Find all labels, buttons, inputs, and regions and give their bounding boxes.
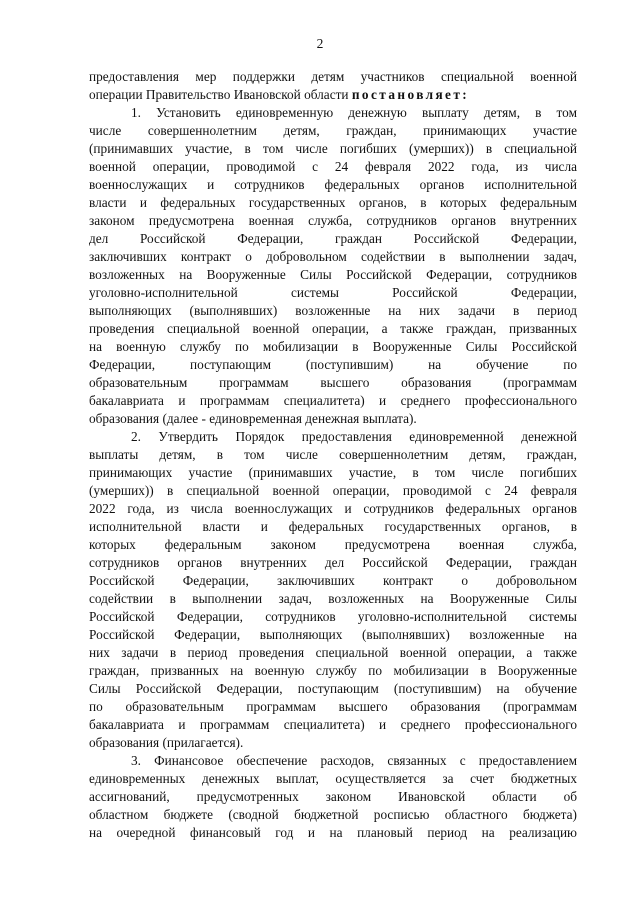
text-line: областном бюджете (сводной бюджетной росписью областного бюджета)	[89, 807, 577, 822]
text-line: содействии в выполнении задач, возложенных на Вооруженные Силы	[89, 591, 577, 606]
text-line-part: операции Правительство Ивановской области	[89, 87, 349, 102]
text-line: возложенных на Вооруженные Силы Российской Федерации, сотрудников	[89, 267, 577, 282]
text-line: исполнительной власти и федеральных государственных органов, в	[89, 519, 577, 534]
text-line: по образовательным программам высшего образования (программам	[89, 699, 577, 714]
paragraph-1-start: 1. Установить единовременную денежную выплату детям, в том	[131, 105, 577, 120]
text-line: числе совершеннолетним детям, граждан, принимающих участие	[89, 123, 577, 138]
text-line: дел Российской Федерации, граждан Российской Федерации,	[89, 231, 577, 246]
text-line: 2022 года, из числа военнослужащих и сотрудников федеральных органов	[89, 501, 577, 516]
text-line: Российской Федерации, заключивших контракт о добровольном	[89, 573, 577, 588]
text-line: принимающих участие (принимавших участие, в том числе погибших	[89, 465, 577, 480]
text-line: заключивших контракт о добровольном содействии в выполнении задач,	[89, 249, 577, 264]
decree-word: постановляет:	[351, 87, 470, 102]
text-line: бакалавриата и программам специалитета) и среднего профессионального	[89, 393, 577, 408]
text-line: предоставления мер поддержки детям участников специальной военной	[89, 69, 577, 84]
text-line: сотрудников органов внутренних дел Российской Федерации, граждан	[89, 555, 577, 570]
text-line: на военную службу по мобилизации в Вооруженные Силы Российской	[89, 339, 577, 354]
text-line: них задачи в период проведения специальной военной операции, а также	[89, 645, 577, 660]
text-line	[89, 86, 577, 104]
text-line: законом предусмотрена военная служба, сотрудников органов внутренних	[89, 213, 577, 228]
text-line: Федерации, поступающим (поступившим) на обучение по	[89, 357, 577, 372]
text-line: Российской Федерации, выполняющих (выполнявших) возложенные на	[89, 627, 577, 642]
text-line: которых федеральным законом предусмотрена военная служба,	[89, 537, 577, 552]
text-line: образования (далее - единовременная денежная выплата).	[89, 411, 417, 426]
text-line: Силы Российской Федерации, поступающим (поступившим) на обучение	[89, 681, 577, 696]
text-line: выполняющих (выполнявших) возложенные на них задачи в период	[89, 303, 577, 318]
text-line: (умерших)) в специальной военной операции, проводимой с 24 февраля	[89, 483, 577, 498]
text-line: бакалавриата и программам специалитета) и среднего профессионального	[89, 717, 577, 732]
text-line: ассигнований, предусмотренных законом Ивановской области об	[89, 789, 577, 804]
text-line: выплаты детям, в том числе совершеннолетним детям, граждан,	[89, 447, 577, 462]
text-line: военной операции, проводимой с 24 февраля 2022 года, из числа	[89, 159, 577, 174]
text-line: уголовно-исполнительной системы Российской Федерации,	[89, 285, 577, 300]
text-line: на очередной финансовый год и на плановый период на реализацию	[89, 825, 577, 840]
text-line: образования (прилагается).	[89, 735, 244, 750]
paragraph-3-start: 3. Финансовое обеспечение расходов, связанных с предоставлением	[131, 753, 577, 768]
paragraph-2-start: 2. Утвердить Порядок предоставления единовременной денежной	[131, 429, 577, 444]
text-line: Российской Федерации, сотрудников уголовно-исполнительной системы	[89, 609, 577, 624]
text-line: граждан, призванных на военную службу по мобилизации в Вооруженные	[89, 663, 577, 678]
text-line: (принимавших участие, в том числе погибших (умерших)) в специальной	[89, 141, 577, 156]
page-number: 2	[316, 36, 324, 51]
text-line: власти и федеральных государственных органов, в которых федеральным	[89, 195, 577, 210]
text-line: военнослужащих и сотрудников федеральных органов исполнительной	[89, 177, 577, 192]
text-line: единовременных денежных выплат, осуществляется за счет бюджетных	[89, 771, 577, 786]
text-line: образовательным программам высшего образования (программам	[89, 375, 577, 390]
text-line: проведения специальной военной операции, а также граждан, призванных	[89, 321, 577, 336]
